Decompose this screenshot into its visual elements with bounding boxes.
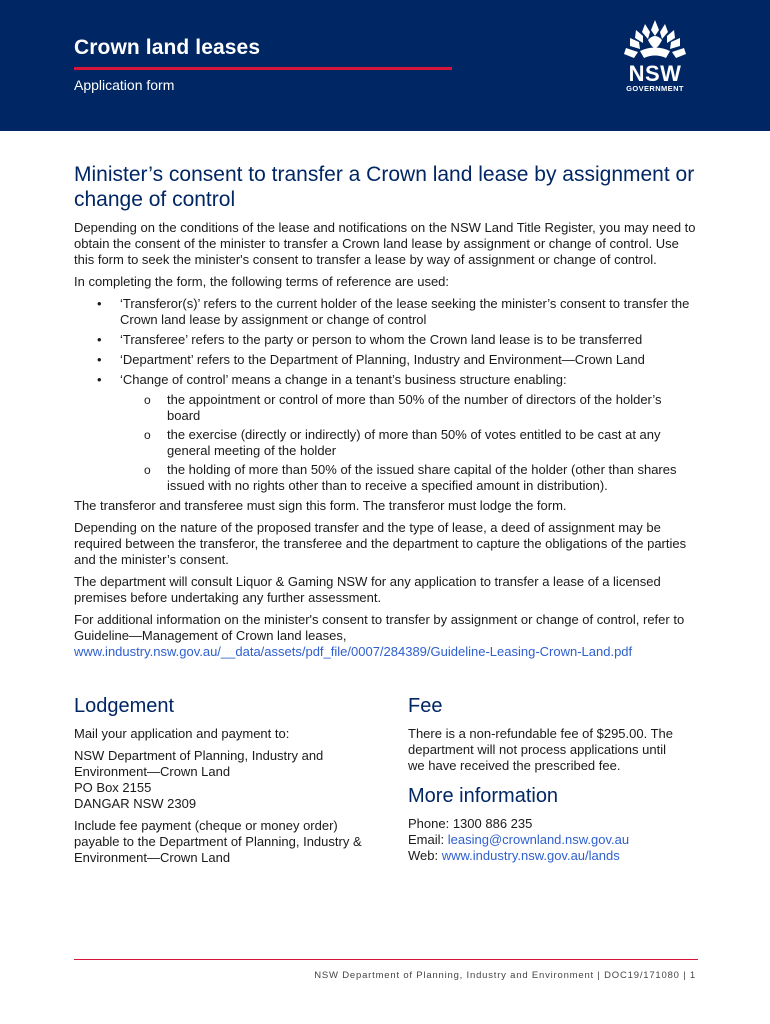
lodgement-heading: Lodgement <box>74 695 175 717</box>
list-item: o the exercise (directly or indirectly) of more than 50% of votes entitled to be cast at any general meeting of the holder <box>144 427 661 458</box>
web-link[interactable]: www.industry.nsw.gov.au/lands <box>441 848 620 863</box>
lodgement-section <box>74 694 374 872</box>
address-line: DANGAR NSW 2309 <box>74 796 197 811</box>
page-header <box>0 0 770 131</box>
bullet-icon: • <box>97 296 102 311</box>
header-divider <box>74 67 452 70</box>
sign-paragraph: The transferor and transferee must sign this form. The transferor must lodge the form. <box>74 498 567 513</box>
terms-list <box>74 296 698 494</box>
sub-bullet-icon: o <box>144 463 151 477</box>
more-information-heading: More information <box>408 785 559 807</box>
fee-heading: Fee <box>408 695 443 717</box>
sub-bullet-icon: o <box>144 393 151 407</box>
footer-divider <box>74 959 698 960</box>
waratah-icon <box>612 18 698 64</box>
fee-text: There is a non-refundable fee of $295.00. The department will not process applications until we have received the prescribed fee. <box>408 726 674 773</box>
list-item: • ‘Change of control’ means a change in a tenant’s business structure enabling: o the appointment or control of more than 50% of the number of directors of the holder’s board o the exercise (directly or indirectly) of more than 50% of votes entitled to be cast at any general meeting of the holder o the holding of more than 50% of the issued share capital of the holder (other than shares issued with no rights other than to receive a specified amount in distribution). <box>74 372 698 494</box>
list-item: • ‘Transferee’ refers to the party or person to whom the Crown land lease is to be transferred <box>97 332 643 347</box>
email-link[interactable]: leasing@crownland.nsw.gov.au <box>447 832 630 847</box>
address-line: PO Box 2155 <box>74 780 152 795</box>
bullet-icon: • <box>97 372 102 387</box>
deed-paragraph: Depending on the nature of the proposed transfer and the type of lease, a deed of assignment may be required between the transferor, the transferee and the department to capture the obligations of the parties and the minister’s consent. <box>74 520 687 567</box>
list-item: o the appointment or control of more than 50% of the number of directors of the holder’s board <box>144 392 662 423</box>
list-item: • ‘Transferor(s)’ refers to the current holder of the lease seeking the minister’s consent to transfer the Crown land lease by assignment or change of control <box>97 296 690 327</box>
nsw-government-logo <box>612 18 698 94</box>
email-line: Email: leasing@crownland.nsw.gov.au <box>408 832 630 847</box>
page-header-subtitle: Application form <box>74 77 175 93</box>
list-item: • ‘Department’ refers to the Department of Planning, Industry and Environment—Crown Land <box>97 352 645 367</box>
logo-government-text: GOVERNMENT <box>626 84 684 93</box>
web-line: Web: www.industry.nsw.gov.au/lands <box>408 848 620 863</box>
main-content <box>74 162 698 666</box>
sub-bullet-icon: o <box>144 428 151 442</box>
additional-info-paragraph: For additional information on the minister's consent to transfer by assignment or change of control, refer to Guideline—Management of Crown land leases, www.industry.nsw.gov.au/__data/assets/pdf_file/0007/284389/Guideline-Leasing-Crown-Land.pdf <box>74 612 685 659</box>
mail-intro: Mail your application and payment to: <box>74 726 290 741</box>
phone-number: 1300 886 235 <box>452 816 533 831</box>
terms-intro: In completing the form, the following terms of reference are used: <box>74 274 450 289</box>
intro-paragraph: Depending on the conditions of the lease and notifications on the NSW Land Title Register, you may need to obtain the consent of the minister to transfer a Crown land lease by assignment or change of control. Use this form to seek the minister's consent to transfer a lease by way of assignment or change of control. <box>74 220 696 267</box>
change-of-control-sublist <box>120 392 698 494</box>
logo-nsw-text: NSW <box>628 61 682 86</box>
address-line: NSW Department of Planning, Industry and Environment—Crown Land <box>74 748 324 779</box>
bullet-icon: • <box>97 352 102 367</box>
page-title: Minister’s consent to transfer a Crown land lease by assignment or change of control <box>74 163 695 211</box>
guideline-link[interactable]: www.industry.nsw.gov.au/__data/assets/pdf_file/0007/284389/Guideline-Leasing-Crown-Land.pdf <box>74 644 633 659</box>
fee-payment-note: Include fee payment (cheque or money order) payable to the Department of Planning, Industry & Environment—Crown Land <box>74 818 362 865</box>
list-item: o the holding of more than 50% of the issued share capital of the holder (other than shares issued with no rights other than to receive a specified amount in distribution). <box>144 462 677 493</box>
bullet-icon: • <box>97 332 102 347</box>
page-footer: NSW Department of Planning, Industry and Environment | DOC19/171080 | 1 <box>314 970 696 981</box>
fee-section <box>408 694 698 870</box>
phone-line: Phone: 1300 886 235 <box>408 816 533 831</box>
postal-address <box>74 748 374 812</box>
page-header-title: Crown land leases <box>74 36 261 59</box>
liquor-gaming-paragraph: The department will consult Liquor & Gaming NSW for any application to transfer a lease of a licensed premises before undertaking any further assessment. <box>74 574 661 605</box>
